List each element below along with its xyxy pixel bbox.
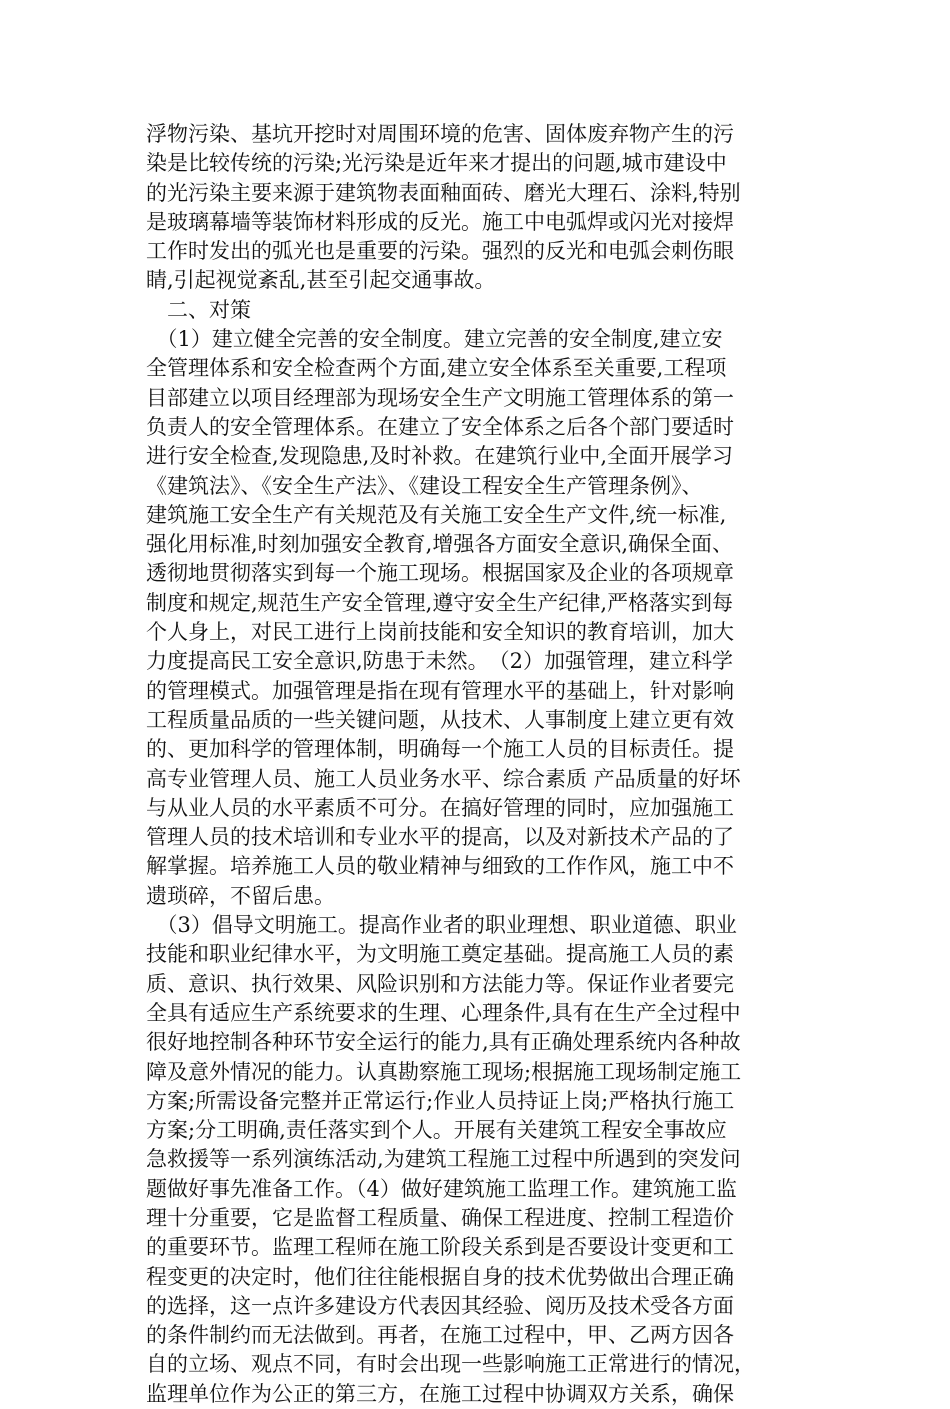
text-line: 的光污染主要来源于建筑物表面釉面砖、磨光大理石、涂料,特别: [146, 180, 741, 205]
text-line: 工作时发出的弧光也是重要的污染。强烈的反光和电弧会刺伤眼: [146, 239, 734, 264]
text-line: （3）倡导文明施工。提高作业者的职业理想、职业道德、职业: [146, 913, 737, 938]
text-line: 强化用标准,时刻加强安全教育,增强各方面安全意识,确保全面、: [146, 532, 734, 557]
document-body: [146, 120, 782, 1409]
text-line: 的、更加科学的管理体制，明确每一个施工人员的目标责任。提: [146, 737, 734, 762]
text-line: 的重要环节。监理工程师在施工阶段关系到是否要设计变更和工: [146, 1235, 734, 1260]
text-line: 自的立场、观点不同，有时会出现一些影响施工正常进行的情况，: [146, 1352, 755, 1377]
text-line: 浮物污染、基坑开挖时对周围环境的危害、固体废弃物产生的污: [146, 122, 734, 146]
section-heading: 二、对策: [146, 297, 251, 322]
text-line: 质、意识、执行效果、风险识别和方法能力等。保证作业者要完: [146, 971, 734, 996]
text-line: 的选择，这一点许多建设方代表因其经验、阅历及技术受各方面: [146, 1293, 734, 1318]
text-line: 全管理体系和安全检查两个方面,建立安全体系至关重要,工程项: [146, 356, 727, 381]
text-line: （1）建立健全完善的安全制度。建立完善的安全制度,建立安: [146, 327, 723, 352]
text-line: 与从业人员的水平素质不可分。在搞好管理的同时，应加强施工: [146, 795, 734, 820]
text-line: 个人身上，对民工进行上岗前技能和安全知识的教育培训，加大: [146, 620, 734, 645]
text-line: 制度和规定,规范生产安全管理,遵守安全生产纪律,严格落实到每: [146, 590, 734, 615]
text-line: 透彻地贯彻落实到每一个施工现场。根据国家及企业的各项规章: [146, 561, 734, 586]
text-line: 遗琐碎，不留后患。: [146, 883, 335, 908]
text-line: 目部建立以项目经理部为现场安全生产文明施工管理体系的第一: [146, 385, 734, 410]
text-line: 的条件制约而无法做到。再者，在施工过程中，甲、乙两方因各: [146, 1323, 734, 1348]
text-line: 方案;分工明确,责任落实到个人。开展有关建筑工程安全事故应: [146, 1118, 727, 1143]
text-line: 力度提高民工安全意识,防患于未然。 （2）加强管理，建立科学: [146, 649, 734, 674]
text-line: 高专业管理人员、施工人员业务水平、综合素质 产品质量的好坏: [146, 766, 741, 791]
text-line: 技能和职业纪律水平，为文明施工奠定基础。提高施工人员的素: [146, 942, 734, 967]
text-line: 全具有适应生产系统要求的生理、心理条件,具有在生产全过程中: [146, 1000, 741, 1025]
text-line: 负责人的安全管理体系。在建立了安全体系之后各个部门要适时: [146, 414, 734, 439]
text-line: 建筑施工安全生产有关规范及有关施工安全生产文件,统一标准,: [146, 502, 727, 527]
text-line: 题做好事先准备工作。（4）做好建筑施工监理工作。建筑施工监: [146, 1176, 737, 1201]
text-line: 染是比较传统的污染;光污染是近年来才提出的问题,城市建设中: [146, 151, 727, 176]
text-line: 解掌握。培养施工人员的敬业精神与细致的工作作风，施工中不: [146, 854, 734, 879]
text-line: 的管理模式。加强管理是指在现有管理水平的基础上，针对影响: [146, 678, 734, 703]
text-line: 很好地控制各种环节安全运行的能力,具有正确处理系统内各种故: [146, 1030, 741, 1055]
text-line: 工程质量品质的一些关键问题，从技术、人事制度上建立更有效: [146, 707, 734, 732]
text-line: 《建筑法》、《安全生产法》、《建设工程安全生产管理条例》、: [146, 473, 703, 498]
text-line: 管理人员的技术培训和专业水平的提高，以及对新技术产品的了: [146, 825, 734, 850]
text-line: 监理单位作为公正的第三方，在施工过程中协调双方关系，确保: [146, 1381, 734, 1406]
text-line: 障及意外情况的能力。认真勘察施工现场;根据施工现场制定施工: [146, 1059, 742, 1084]
text-line: 急救援等一系列演练活动,为建筑工程施工过程中所遇到的突发问: [146, 1147, 741, 1172]
text-line: 程变更的决定时，他们往往能根据自身的技术优势做出合理正确: [146, 1264, 734, 1289]
text-line: 睛,引起视觉紊乱,甚至引起交通事故。: [146, 268, 496, 293]
text-line: 理十分重要，它是监督工程质量、确保工程进度、控制工程造价: [146, 1205, 734, 1230]
text-line: 方案;所需设备完整并正常运行;作业人员持证上岗;严格执行施工: [146, 1088, 735, 1113]
text-line: 进行安全检查,发现隐患,及时补救。在建筑行业中,全面开展学习: [146, 444, 734, 469]
text-line: 是玻璃幕墙等装饰材料形成的反光。施工中电弧焊或闪光对接焊: [146, 209, 734, 234]
